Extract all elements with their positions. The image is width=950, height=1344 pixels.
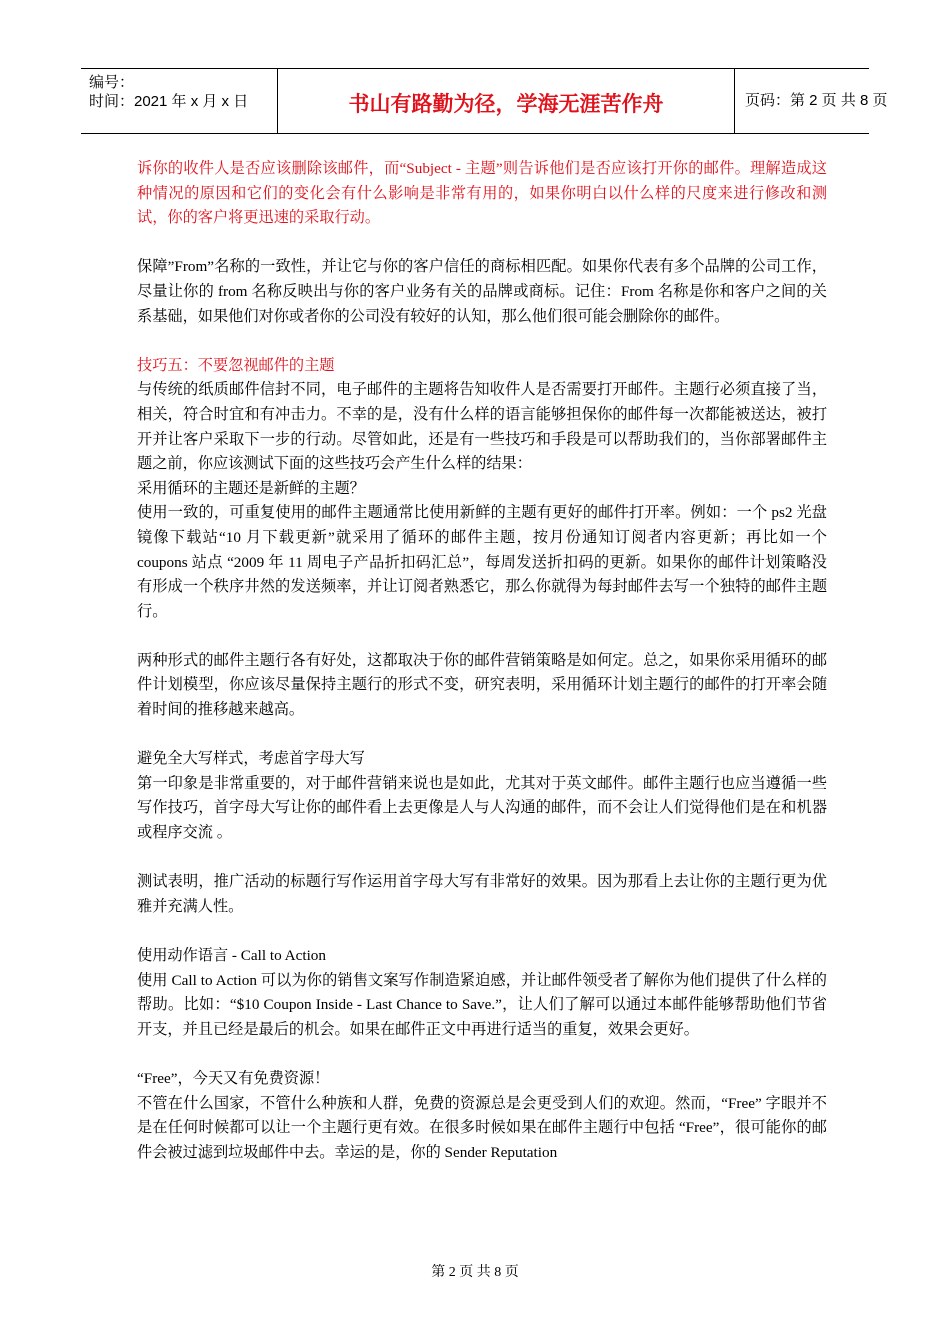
paragraph-test-results: 测试表明，推广活动的标题行写作运用首字母大写有非常好的效果。因为那看上去让你的主题行更为优雅并充满人性。	[137, 873, 827, 915]
paragraph-subject-intro: 与传统的纸质邮件信封不同，电子邮件的主题将告知收件人是否需要打开邮件。主题行必须直接了当，相关，符合时宜和有冲击力。不幸的是，没有什么样的语言能够担保你的邮件每一次都能被送达，被打开并让客户采取下一步的行动。尽管如此，还是有一些技巧和手段是可以帮助我们的，当你部署邮件主题之前，你应该测试下面的这些技巧会产生什么样的结果：	[137, 381, 827, 473]
subheading-call-to-action: 使用动作语言 - Call to Action	[137, 947, 326, 964]
header-page-info: 页码：第 2 页 共 8 页	[745, 92, 888, 109]
paragraph-intro-continued: 诉你的收件人是否应该删除该邮件，而“Subject - 主题”则告诉他们是否应该打开你的邮件。理解造成这种情况的原因和它们的变化会有什么影响是非常有用的，如果你明白以什么样的尺度来进行修改和测试，你的客户将更迅速的采取行动。	[137, 160, 827, 227]
header-meta	[81, 69, 278, 133]
page-header	[81, 68, 888, 134]
paragraph-first-impression: 第一印象是非常重要的，对于邮件营销来说也是如此，尤其对于英文邮件。邮件主题行也应当遵循一些写作技巧，首字母大写让你的邮件看上去更像是人与人沟通的邮件，而不会让人们觉得他们是在和机器或程序交流 。	[137, 774, 827, 842]
paragraph-free: 不管在什么国家，不管什么种族和人群，免费的资源总是会更受到人们的欢迎。然而，“Free” 字眼并不是在任何时候都可以让一个主题行更有效。在很多时候如果在邮件主题行中包括 “Free”，很可能你的邮件会被过滤到垃圾邮件中去。幸运的是，你的 Sender Reputation	[137, 1094, 827, 1161]
paragraph-two-forms: 两种形式的邮件主题行各有好处，这都取决于你的邮件营销策略是如何定。总之，如果你采用循环的邮件计划模型，你应该尽量保持主题行的形式不变，研究表明，采用循环计划主题行的邮件的打开率会随着时间的推移越来越高。	[137, 651, 827, 719]
subheading-recurring-subject: 采用循环的主题还是新鲜的主题？	[137, 479, 365, 497]
paragraph-call-to-action: 使用 Call to Action 可以为你的销售文案写作制造紧迫感，并让邮件领受者了解你为他们提供了什么样的帮助。比如：“$10 Coupon Inside - Last Chance to Save.”，让人们了解可以通过本邮件能够帮助他们节省开支，并且已经是最后的机会。如果在邮件正文中再进行适当的重复，效果会更好。	[137, 971, 827, 1038]
document-number-label: 编号：	[89, 74, 135, 91]
paragraph-recurring-subject: 使用一致的，可重复使用的邮件主题通常比使用新鲜的主题有更好的邮件打开率。例如：一个 ps2 光盘镜像下载站“10 月下载更新”就采用了循环的邮件主题，按月份通知订阅者内容更新；再比如一个 coupons 站点 “2009 年 11 周电子产品折扣码汇总”，每周发送折扣码的更新。如果你的邮件计划策略没有形成一个秩序井然的发送频率，并让订阅者熟悉它，那么你就得为每封邮件去写一个独特的邮件主题行。	[137, 504, 827, 620]
section-heading-tip-five: 技巧五：不要忽视邮件的主题	[137, 356, 335, 374]
document-date: 时间：2021 年 x 月 x 日	[89, 93, 249, 110]
header-motto: 书山有路勤为径，学海无涯苦作舟	[278, 69, 735, 133]
subheading-capitalization: 避免全大写样式，考虑首字母大写	[137, 750, 365, 768]
page-footer: 第 2 页 共 8 页	[431, 1265, 519, 1280]
subheading-free: “Free”，今天又有免费资源！	[137, 1069, 330, 1087]
paragraph-from-name: 保障”From”名称的一致性，并让它与你的客户信任的商标相匹配。如果你代表有多个品牌的公司工作，尽量让你的 from 名称反映出与你的客户业务有关的品牌或商标。记住：From 名称是你和客户之间的关系基础，如果他们对你或者你的公司没有较好的认知，那么他们很可能会删除你的邮件。	[137, 258, 827, 325]
document-body	[137, 157, 827, 1165]
